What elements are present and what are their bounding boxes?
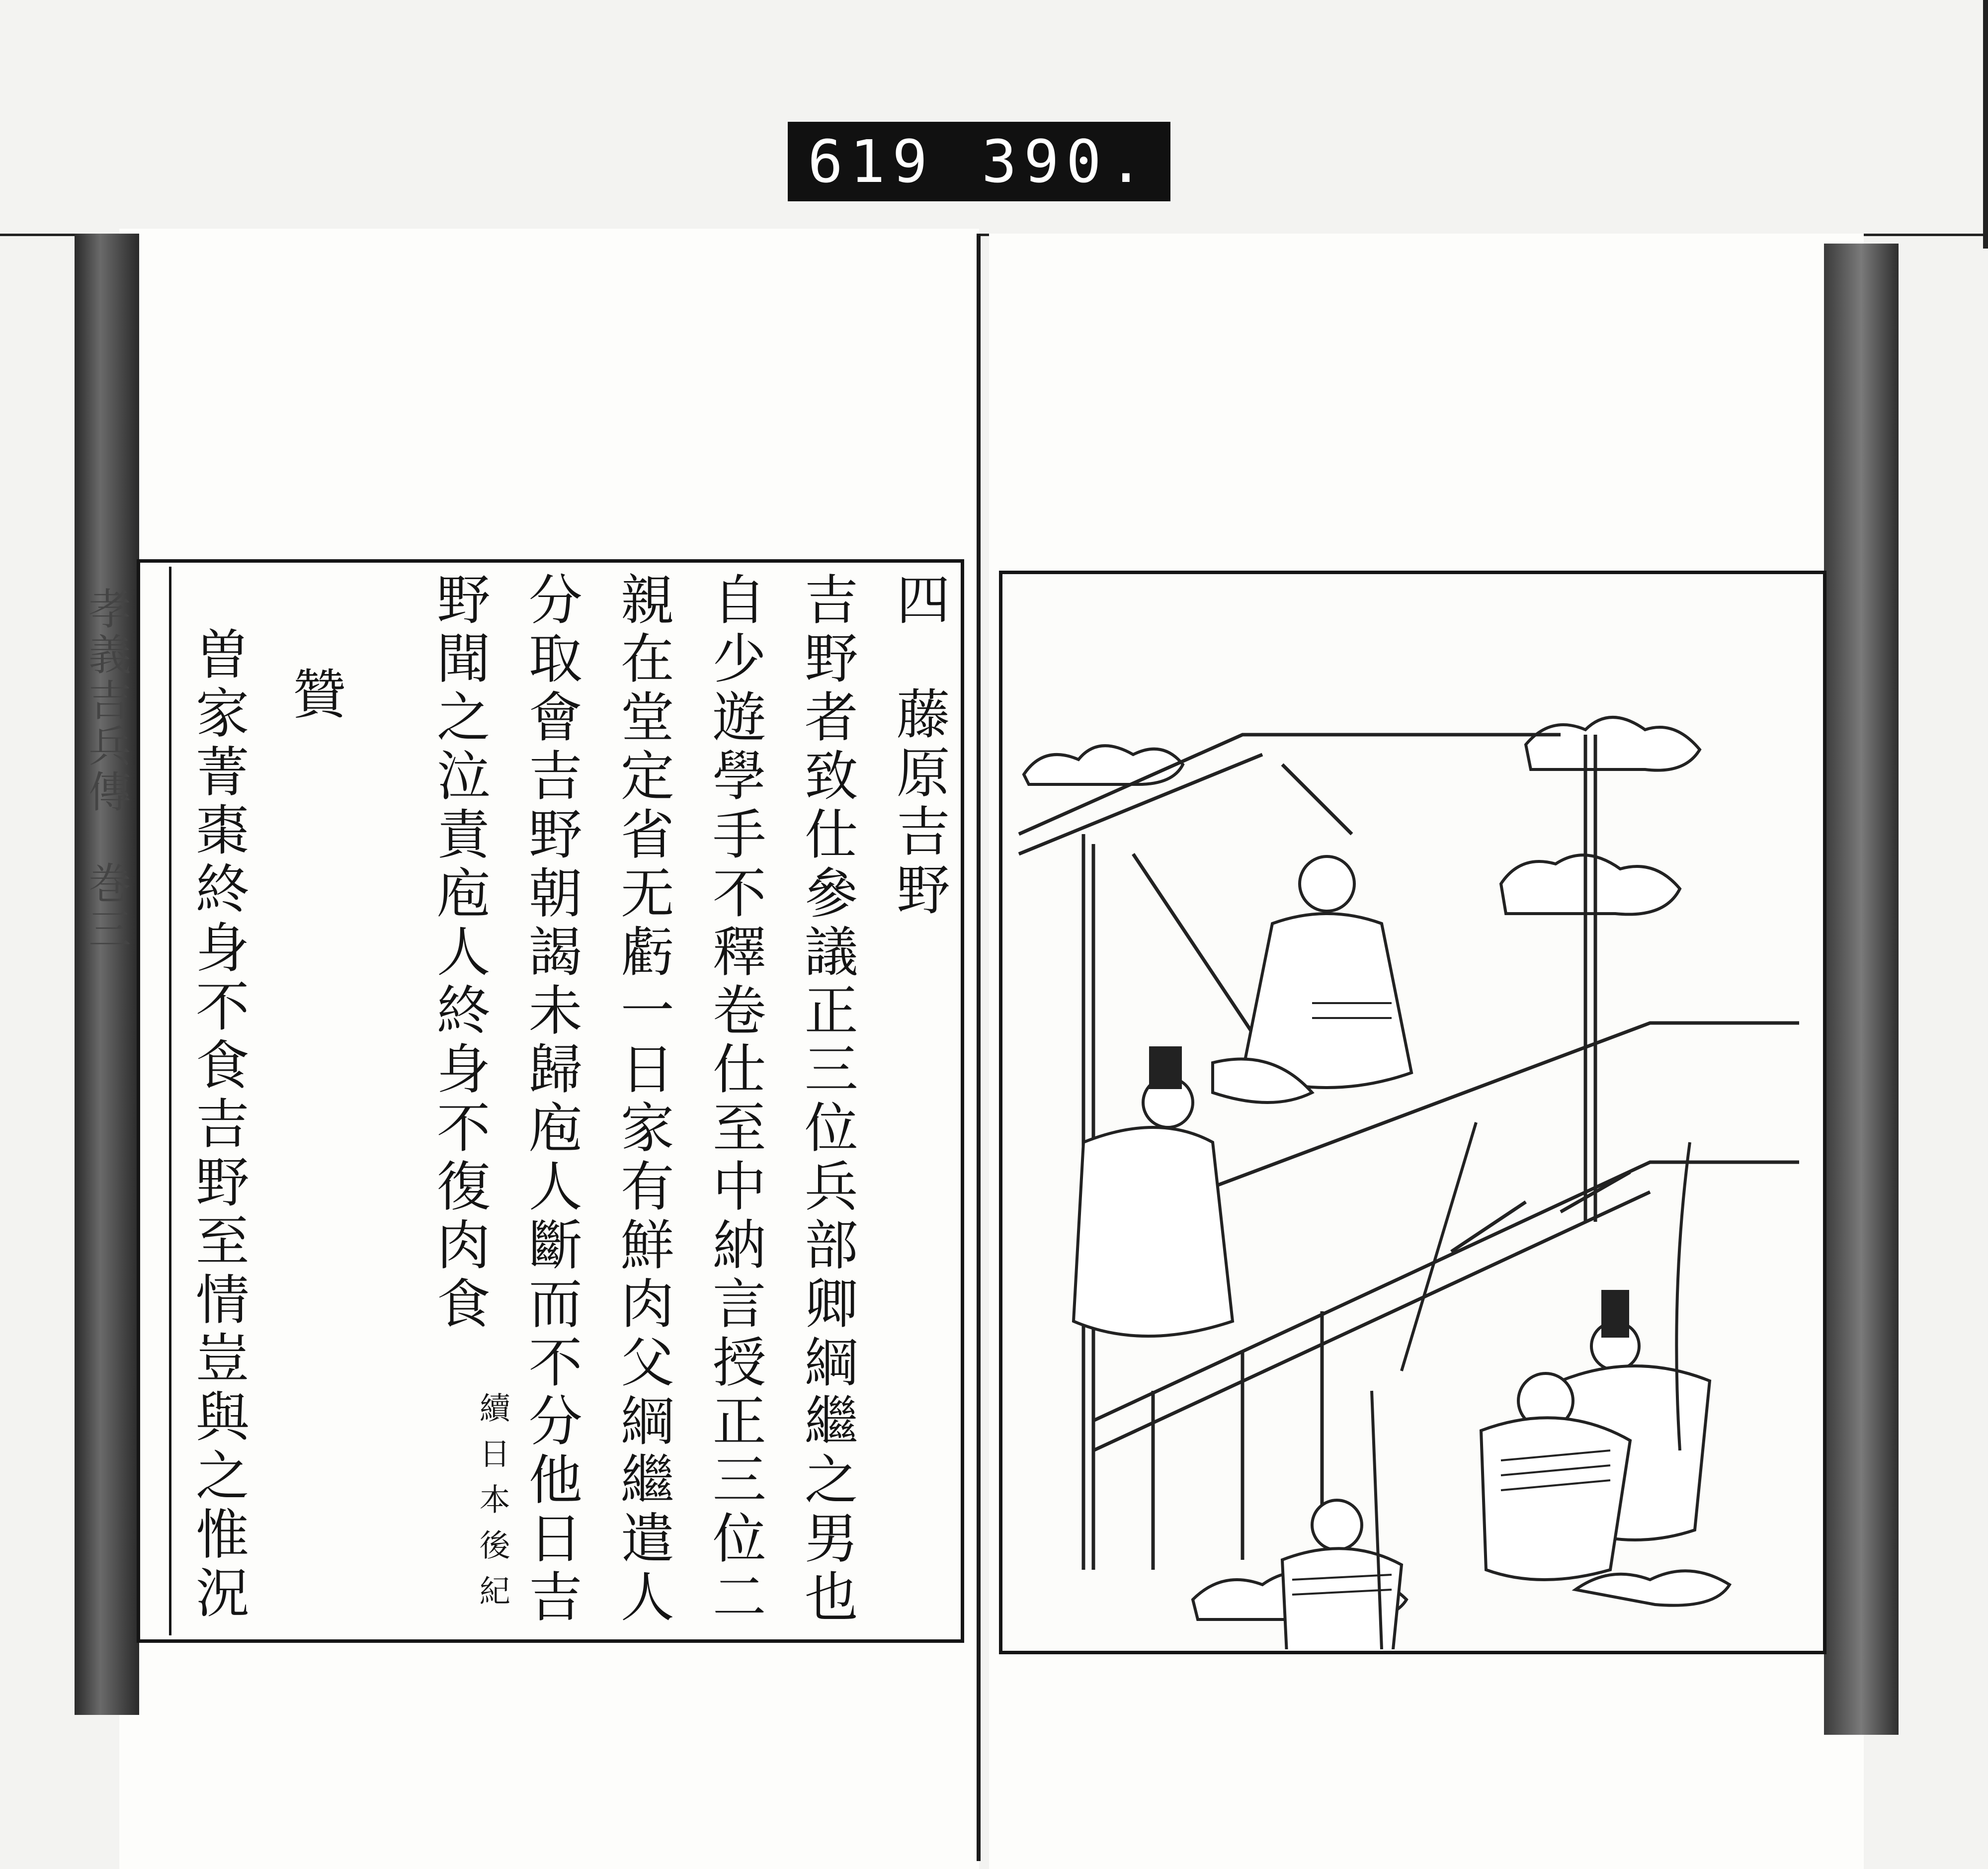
entry-number: 四 <box>887 572 950 630</box>
book-right-edge <box>1983 0 1988 249</box>
right-page-edge <box>1824 244 1899 1735</box>
left-page-edge <box>75 234 139 1715</box>
call-number-right: 390. <box>981 127 1151 196</box>
praise-label: 贊 <box>283 666 346 725</box>
woodblock-illustration-icon <box>1004 576 1822 1649</box>
body-column-2: 自少遊學手不釋卷仕至中納言授正三位二 <box>703 572 766 1627</box>
body-column-3: 親在堂定省无虧一日家有鮮肉父綱繼遣人 <box>611 572 674 1627</box>
call-number-label <box>788 122 1170 201</box>
book-gutter <box>977 234 981 1861</box>
source-citation: 續日本後紀 <box>474 1392 511 1620</box>
entry-heading: 藤原吉野 <box>887 686 950 921</box>
body-column-4: 分取會吉野朝謁未歸庖人斷而不分他日吉 <box>519 572 582 1627</box>
call-number-left: 619 <box>808 127 935 196</box>
body-column-1: 吉野者致仕參議正三位兵部卿綱繼之男也 <box>795 572 858 1627</box>
left-margin-title: 孝義吉兵傳 巻三 <box>81 587 131 952</box>
body-column-5: 野聞之泣責庖人終身不復肉食 <box>427 572 490 1334</box>
praise-column-1: 曽家菁棗終身不食吉野至情豈與之惟況 <box>186 626 249 1623</box>
